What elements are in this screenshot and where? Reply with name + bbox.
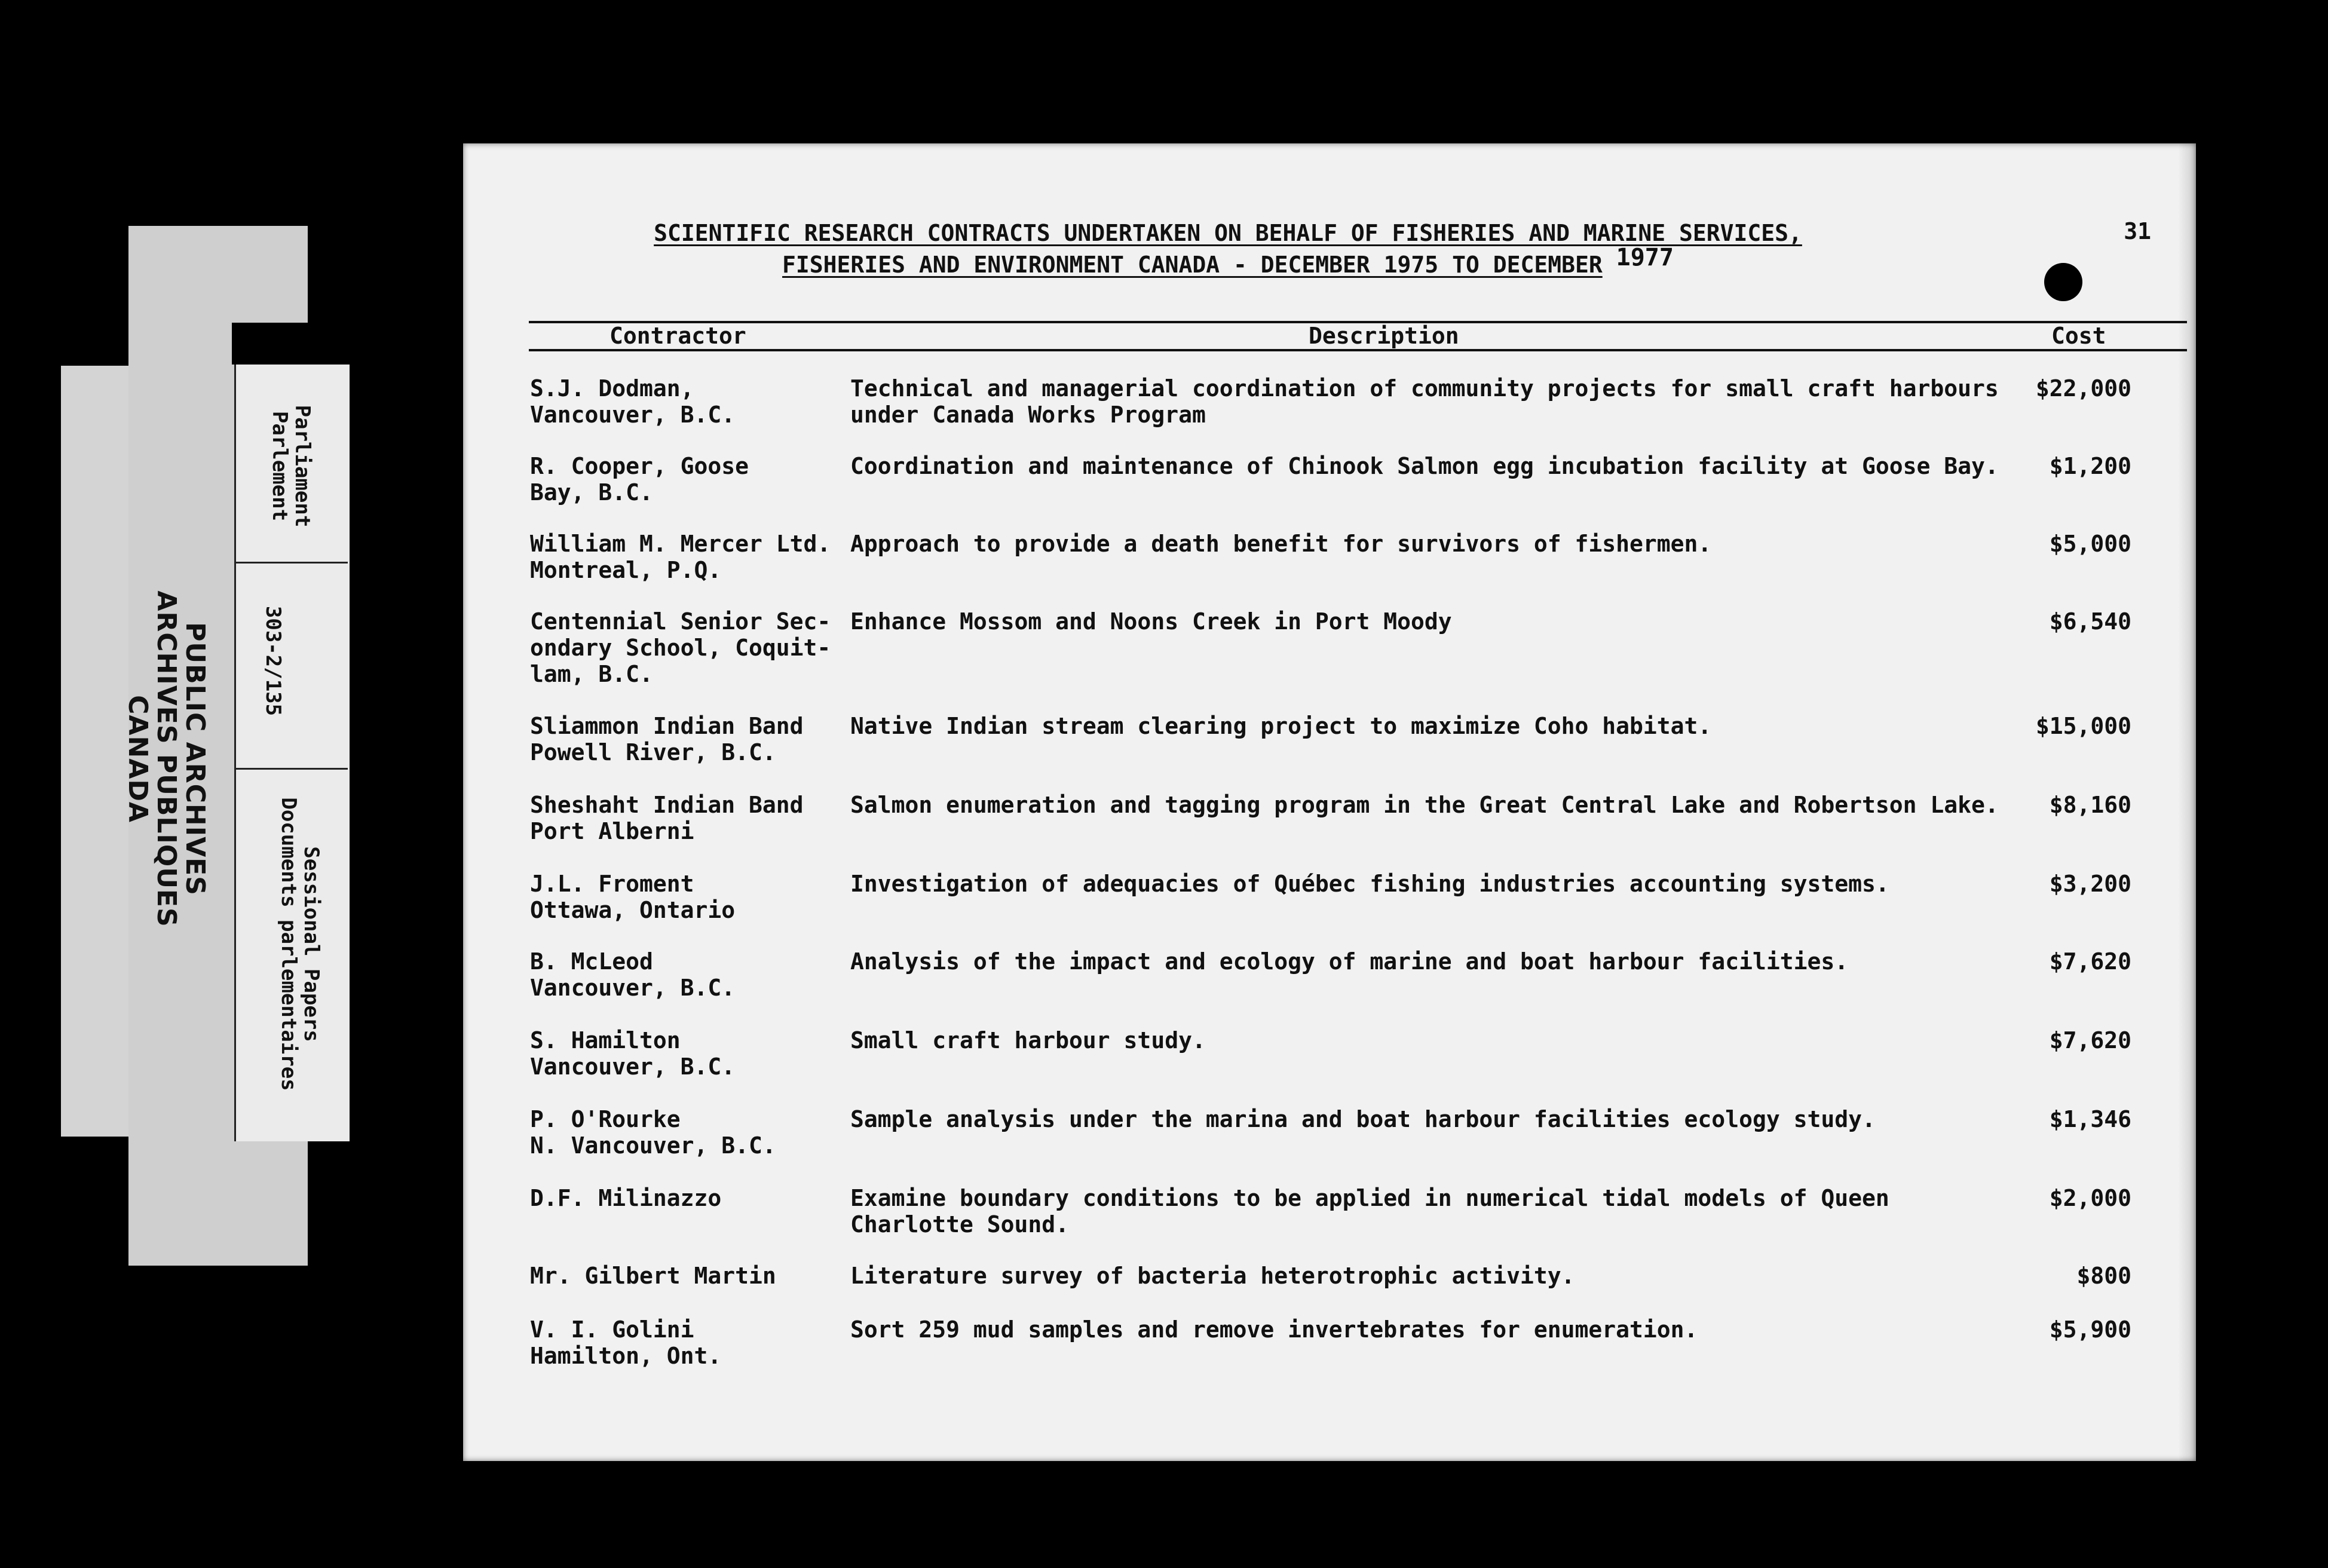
cost-cell: $3,200 <box>2049 871 2131 897</box>
description-cell: Small craft harbour study. <box>850 1027 1206 1054</box>
document-title-line1: SCIENTIFIC RESEARCH CONTRACTS UNDERTAKEN ON BEHALF OF FISHERIES AND MARINE SERVICES, <box>654 220 1802 246</box>
cost-cell: $22,000 <box>2035 375 2131 402</box>
document-page <box>463 143 2196 1461</box>
description-cell: Native Indian stream clearing project to maximize Coho habitat. <box>850 713 1712 739</box>
table-header-rule-bottom <box>529 349 2187 351</box>
contractor-cell: V. I. Golini Hamilton, Ont. <box>530 1316 722 1369</box>
contractor-cell: B. McLeod Vancouver, B.C. <box>530 948 736 1001</box>
document-title-period: FISHERIES AND ENVIRONMENT CANADA - DECEMBER 1975 TO DECEMBER <box>782 252 1603 278</box>
archive-label-divider <box>234 562 348 564</box>
cost-cell: $1,346 <box>2049 1106 2131 1132</box>
cost-cell: $8,160 <box>2049 792 2131 818</box>
punch-hole <box>2044 263 2082 301</box>
archive-label-sessional-papers: Sessional Papers Documents parlementaires <box>277 797 323 1091</box>
description-cell: Investigation of adequacies of Québec fishing industries accounting systems. <box>850 871 1889 897</box>
description-cell: Salmon enumeration and tagging program in the Great Central Lake and Robertson Lake. <box>850 792 1999 818</box>
description-cell: Approach to provide a death benefit for survivors of fishermen. <box>850 531 1712 557</box>
description-cell: Examine boundary conditions to be applied in numerical tidal models of Queen Charlotte Sound. <box>850 1185 1889 1238</box>
cost-cell: $1,200 <box>2049 453 2131 479</box>
cost-cell: $7,620 <box>2049 1027 2131 1054</box>
page-number: 31 <box>2124 218 2151 244</box>
contractor-cell: S.J. Dodman, Vancouver, B.C. <box>530 375 736 428</box>
document-title-year: 1977 <box>1616 244 1674 271</box>
description-cell: Literature survey of bacteria heterotrophic activity. <box>850 1263 1575 1289</box>
archive-institution-stamp: PUBLIC ARCHIVES ARCHIVES PUBLIQUES CANADA <box>122 590 210 927</box>
cost-cell: $15,000 <box>2035 713 2131 739</box>
column-header-cost: Cost <box>2051 323 2106 349</box>
cost-cell: $5,000 <box>2049 531 2131 557</box>
description-cell: Technical and managerial coordination of community projects for small craft harbours under Canada Works Program <box>850 375 1999 428</box>
contractor-cell: Sliammon Indian Band Powell River, B.C. <box>530 713 804 765</box>
document-title-line2 <box>362 244 2094 278</box>
contractor-cell: S. Hamilton Vancouver, B.C. <box>530 1027 736 1080</box>
contractor-cell: Sheshaht Indian Band Port Alberni <box>530 792 804 844</box>
contractor-cell: J.L. Froment Ottawa, Ontario <box>530 871 736 923</box>
contractor-cell: D.F. Milinazzo <box>530 1185 722 1211</box>
contractor-cell: R. Cooper, Goose Bay, B.C. <box>530 453 749 506</box>
archive-label-parliament: Parliament Parlement <box>268 405 314 528</box>
column-header-description: Description <box>1309 323 1459 349</box>
cost-cell: $800 <box>2076 1263 2131 1289</box>
contractor-cell: Centennial Senior Sec- ondary School, Coquit- lam, B.C. <box>530 608 831 687</box>
archive-reference-number: 303-2/135 <box>261 605 285 716</box>
column-header-contractor: Contractor <box>609 323 746 349</box>
archive-tab-notch <box>232 323 308 365</box>
contractor-cell: Mr. Gilbert Martin <box>530 1263 776 1289</box>
description-cell: Analysis of the impact and ecology of marine and boat harbour facilities. <box>850 948 1849 975</box>
contractor-cell: P. O'Rourke N. Vancouver, B.C. <box>530 1106 776 1159</box>
contractor-cell: William M. Mercer Ltd. Montreal, P.Q. <box>530 531 831 583</box>
description-cell: Coordination and maintenance of Chinook Salmon egg incubation facility at Goose Bay. <box>850 453 1999 479</box>
cost-cell: $6,540 <box>2049 608 2131 635</box>
description-cell: Sample analysis under the marina and boat harbour facilities ecology study. <box>850 1106 1876 1132</box>
description-cell: Enhance Mossom and Noons Creek in Port Moody <box>850 608 1452 635</box>
archive-label-divider <box>234 768 348 770</box>
cost-cell: $7,620 <box>2049 948 2131 975</box>
cost-cell: $5,900 <box>2049 1316 2131 1343</box>
description-cell: Sort 259 mud samples and remove invertebrates for enumeration. <box>850 1316 1698 1343</box>
cost-cell: $2,000 <box>2049 1185 2131 1211</box>
